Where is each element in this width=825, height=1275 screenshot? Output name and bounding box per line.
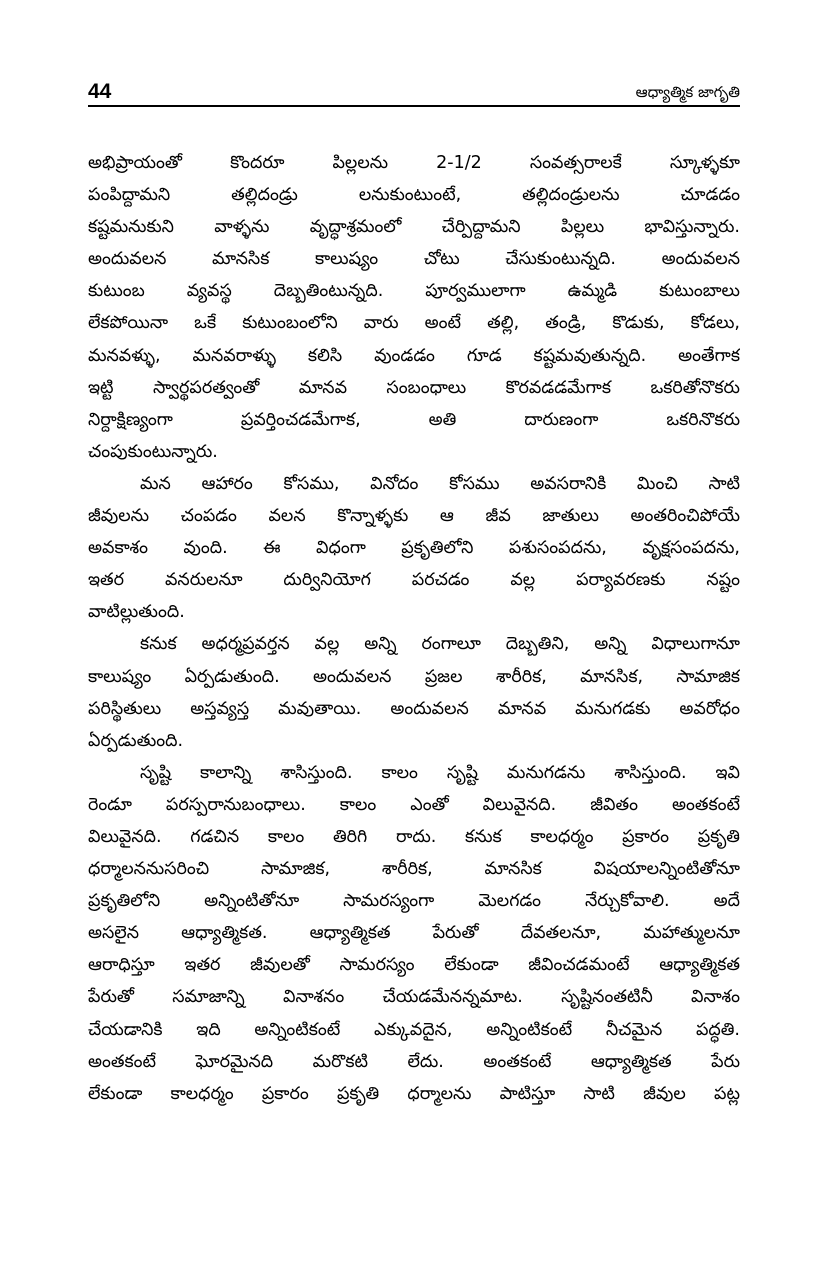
- text-line: ఇట్టి స్వార్థపరత్వంతో మానవ సంబంధాలు కొరవడడమేగాక ఒకరితోనొకరు: [88, 377, 740, 398]
- text-line: అంతకంటే ఘోరమైనది మరొకటి లేదు. అంతకంటే ఆధ్యాత్మికత పేరు: [88, 1051, 740, 1072]
- text-line: ఏర్పడుతుంది.: [88, 730, 184, 751]
- text-line: లేకుండా కాలధర్మం ప్రకారం ప్రకృతి ధర్మాలను పాటిస్తూ సాటి జీవుల పట్ల: [88, 1083, 740, 1104]
- text-line: చేయడానికి ఇది అన్నింటికంటే ఎక్కువదైన, అన్నింటికంటే నీచమైన పద్ధతి.: [88, 1019, 740, 1040]
- text-line: అందువలన మానసిక కాలుష్యం చోటు చేసుకుంటున్నది. అందువలన: [88, 249, 740, 270]
- text-line: విలువైనది. గడచిన కాలం తిరిగి రాదు. కనుక కాలధర్మం ప్రకారం ప్రకృతి: [88, 826, 740, 847]
- text-line: చంపుకుంటున్నారు.: [88, 441, 218, 462]
- text-line: కుటుంబ వ్యవస్థ దెబ్బతింటున్నది. పూర్వములాగా ఉమ్మడి కుటుంబాలు: [88, 281, 740, 302]
- text-line: అవకాశం వుంది. ఈ విధంగా ప్రకృతిలోని పశుసంపదను, వృక్షసంపదను,: [88, 538, 740, 559]
- text-line: పేరుతో సమాజాన్ని వినాశనం చేయడమేనన్నమాట. సృష్టినంతటినీ వినాశం: [88, 987, 740, 1008]
- text-line: జీవులను చంపడం వలన కొన్నాళ్ళకు ఆ జీవ జాతులు అంతరించిపోయే: [88, 506, 740, 527]
- text-line: పరిస్థితులు అస్తవ్యస్త మవుతాయి. అందువలన మానవ మనుగడకు అవరోధం: [88, 698, 740, 719]
- page-number: 44: [88, 80, 112, 103]
- header-rule: [88, 105, 740, 107]
- text-line: లేకపోయినా ఒకే కుటుంబంలోని వారు అంటే తల్లి, తండ్రి, కొడుకు, కోడలు,: [88, 313, 740, 334]
- text-line: ఆరాధిస్తూ ఇతర జీవులతో సామరస్యం లేకుండా జీవించడమంటే ఆధ్యాత్మికత: [88, 955, 740, 976]
- text-line: ప్రకృతిలోని అన్నింటితోనూ సామరస్యంగా మెలగడం నేర్చుకోవాలి. అదే: [88, 891, 740, 912]
- running-title: ఆధ్యాత్మిక జాగృతి: [635, 83, 740, 101]
- body-text: [88, 147, 740, 1110]
- page-header: [88, 72, 740, 106]
- paragraph-start-line: మన ఆహారం కోసము, వినోదం కోసము అవసరానికి మించి సాటి: [140, 473, 740, 494]
- paragraph-start-line: సృష్టి కాలాన్ని శాసిస్తుంది. కాలం సృష్టి మనుగడను శాసిస్తుంది. ఇవి: [140, 762, 740, 783]
- text-line: పంపిద్దామని తల్లిదండ్రు లనుకుంటుంటే, తల్లిదండ్రులను చూడడం: [88, 185, 740, 206]
- text-line: కష్టమనుకుని వాళ్ళను వృద్ధాశ్రమంలో చేర్పిద్దామని పిల్లలు భావిస్తున్నారు.: [88, 217, 740, 238]
- text-line: మనవళ్ళు, మనవరాళ్ళు కలిసి వుండడం గూడ కష్టమవుతున్నది. అంతేగాక: [88, 345, 740, 366]
- text-line: ఇతర వనరులనూ దుర్వినియోగ పరచడం వల్ల పర్యావరణకు నష్టం: [88, 570, 740, 591]
- text-line: రెండూ పరస్పరానుబంధాలు. కాలం ఎంతో విలువైనది. జీవితం అంతకంటే: [88, 794, 740, 815]
- text-line: కాలుష్యం ఏర్పడుతుంది. అందువలన ప్రజల శారీరిక, మానసిక, సామాజిక: [88, 666, 740, 687]
- text-line: అభిప్రాయంతో కొందరూ పిల్లలను 2-1/2 సంవత్సరాలకే స్కూళ్ళకూ: [88, 153, 740, 173]
- text-line: వాటిల్లుతుంది.: [88, 602, 185, 623]
- text-line: నిర్దాక్షిణ్యంగా ప్రవర్తించడమేగాక, అతి దారుణంగా ఒకరినొకరు: [88, 409, 740, 430]
- text-line: అసలైన ఆధ్యాత్మికత. ఆధ్యాత్మికత పేరుతో దేవతలనూ, మహాత్ములనూ: [88, 923, 740, 944]
- paragraph-start-line: కనుక అధర్మప్రవర్తన వల్ల అన్ని రంగాలూ దెబ్బతిని, అన్ని విధాలుగానూ: [140, 634, 740, 655]
- text-line: ధర్మాలననుసరించి సామాజిక, శారీరిక, మానసిక విషయాలన్నింటితోనూ: [88, 859, 740, 880]
